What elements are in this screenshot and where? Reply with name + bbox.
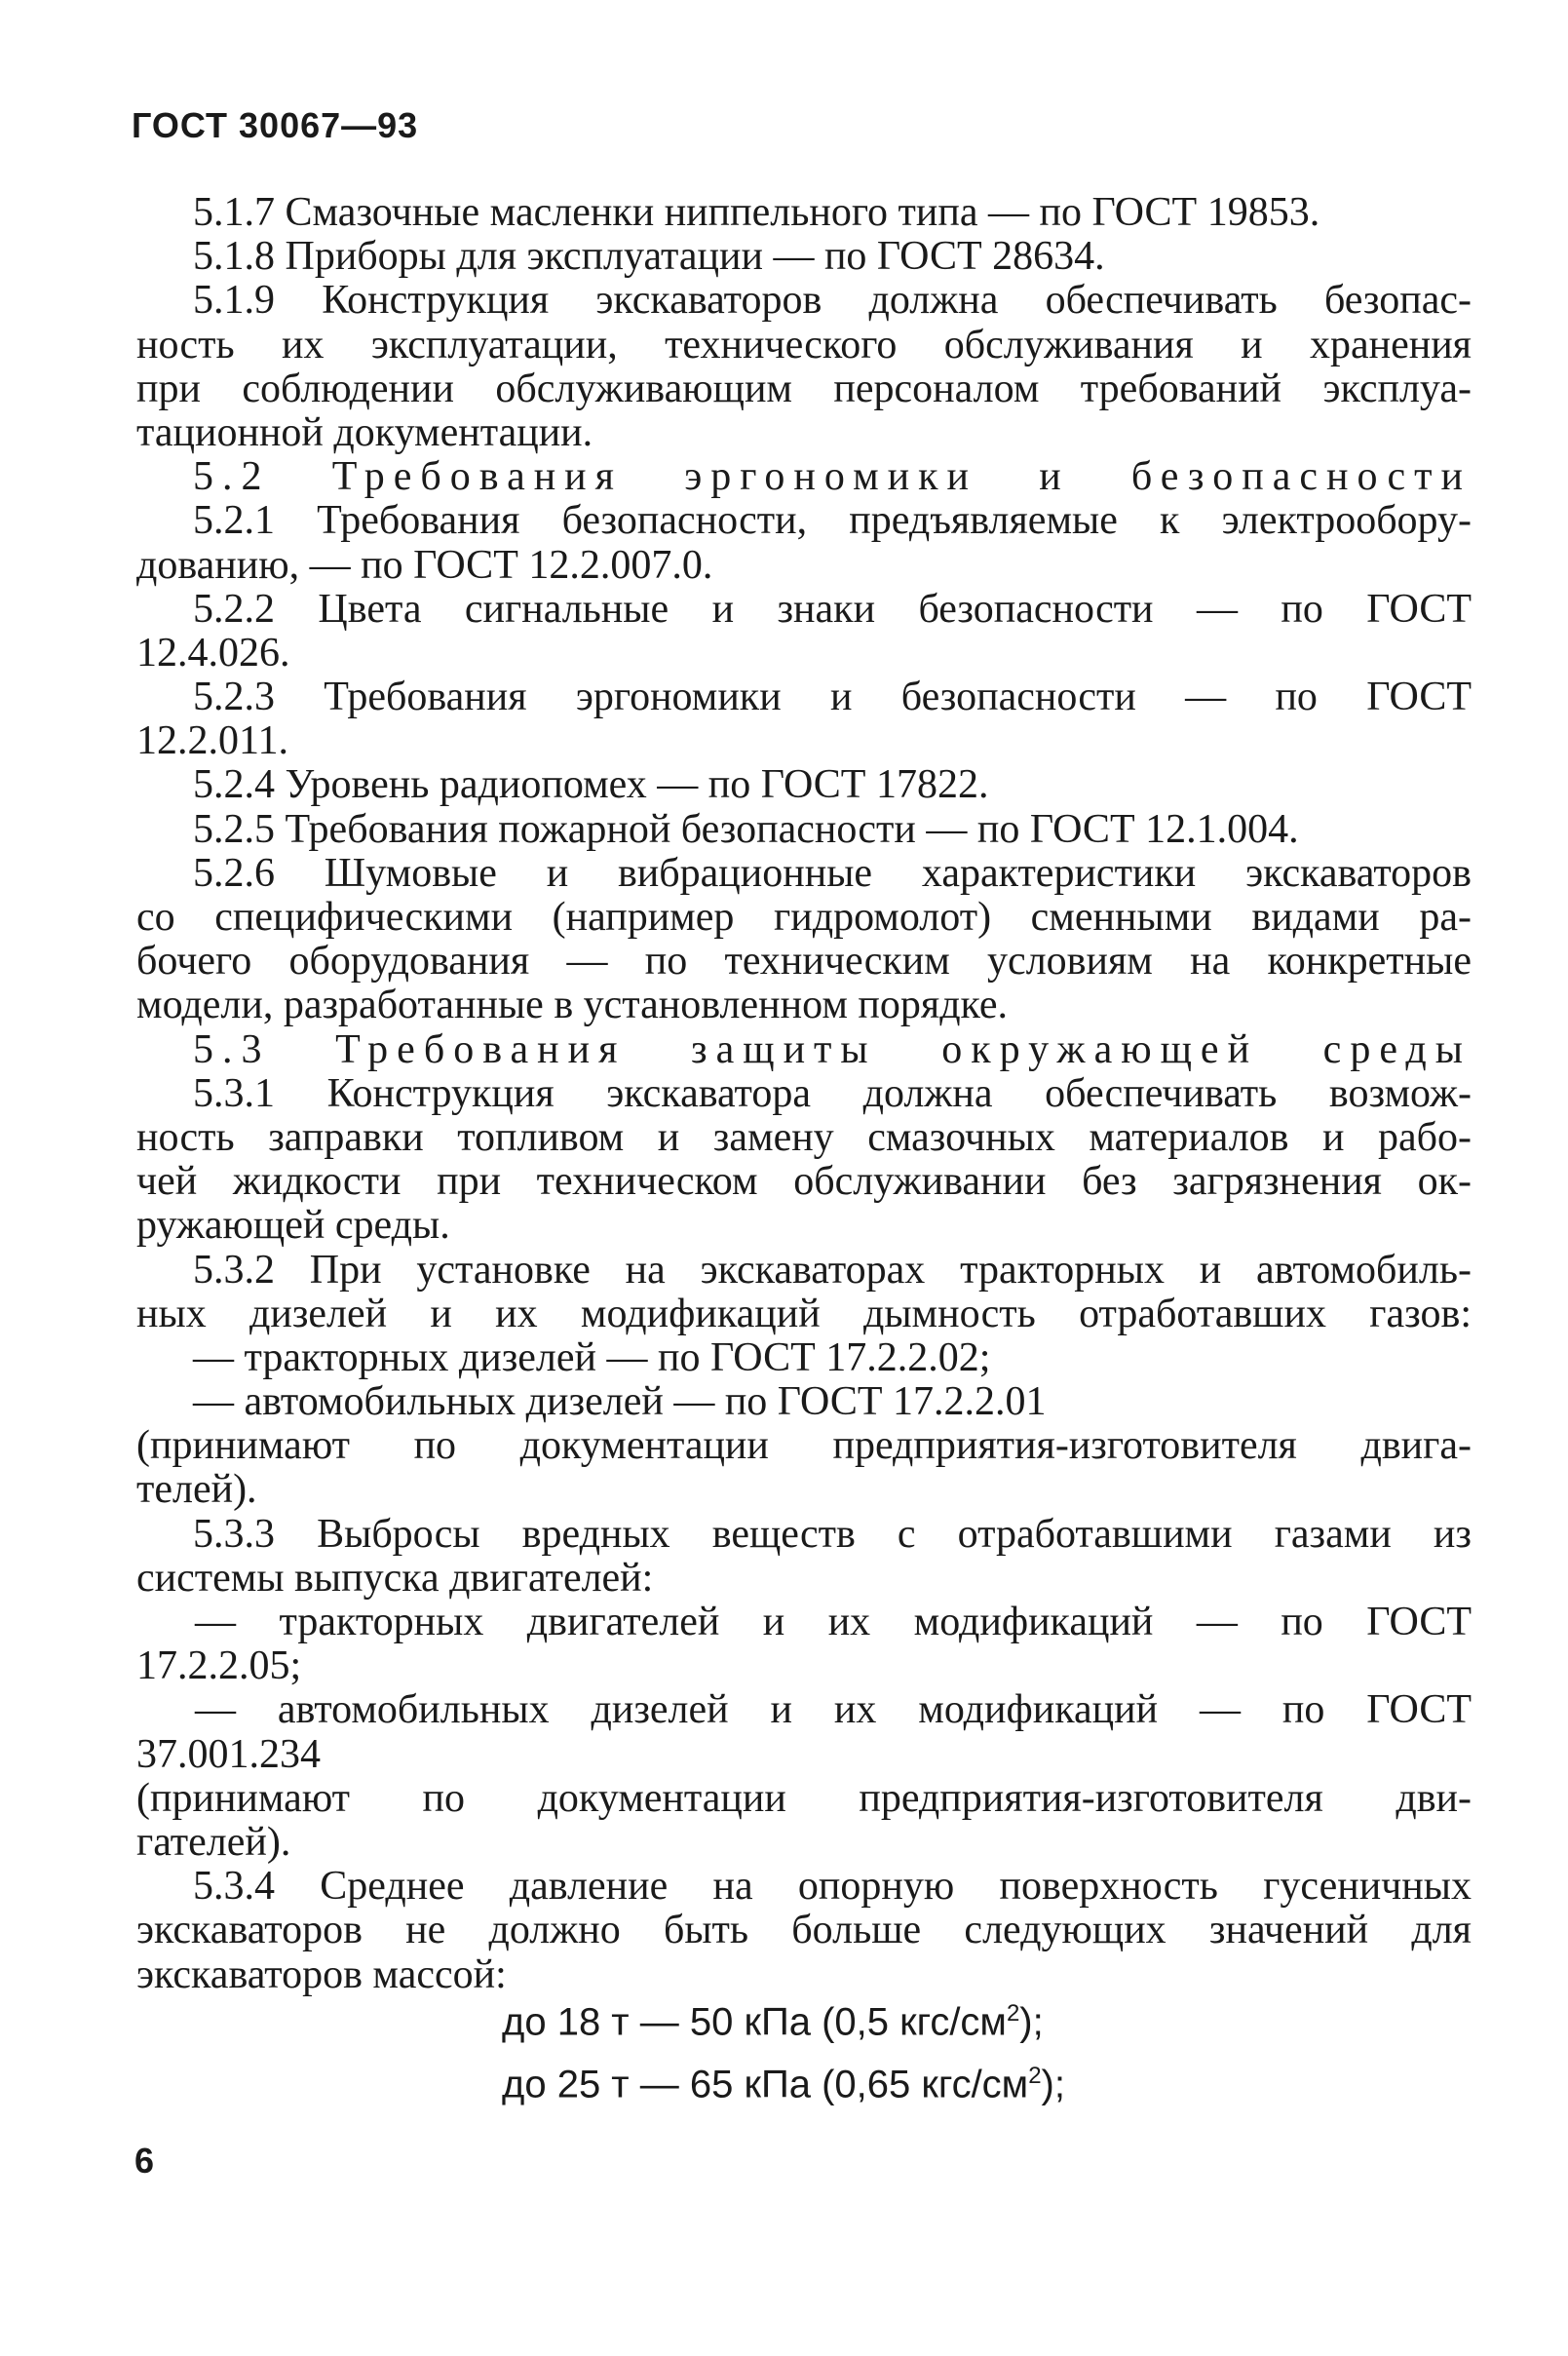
text-line: — тракторных двигателей и их модификаций — по ГОСТ	[195, 1600, 1472, 1644]
text-line: — автомобильных дизелей — по ГОСТ 17.2.2.01	[193, 1379, 1047, 1425]
text-line: 5.2.3 Требования эргономики и безопасности — по ГОСТ	[193, 675, 1472, 720]
text-line: 5.2.1 Требования безопасности, предъявляемые к электрообору-	[193, 498, 1472, 544]
text-line: 5.3.1 Конструкция экскаватора должна обеспечивать возмож-	[193, 1070, 1472, 1116]
text-line: 5.3.4 Среднее давление на опорную поверхность гусеничных	[193, 1864, 1472, 1910]
text-line: 5.2.4 Уровень радиопомех — по ГОСТ 17822.	[193, 762, 989, 808]
section-heading: 5.2 Требования эргономики и безопасности	[193, 454, 1472, 500]
text-line: гателей).	[136, 1819, 291, 1865]
document-body	[136, 191, 1472, 1997]
text-line: 5.3.3 Выбросы вредных веществ с отработавшими газами из	[193, 1511, 1472, 1557]
text-line: ных дизелей и их модификаций дымность отработавших газов:	[136, 1291, 1472, 1336]
text-line: 5.3.2 При установке на экскаваторах тракторных и автомобиль-	[193, 1247, 1472, 1293]
text-line: (принимают по документации предприятия-изготовителя дви-	[136, 1775, 1472, 1821]
text-line: телей).	[136, 1467, 257, 1513]
page-number: 6	[134, 2141, 155, 2181]
text-line: ружающей среды.	[136, 1203, 450, 1249]
document-header: ГОСТ 30067—93	[132, 105, 419, 145]
text-line: со специфическими (например гидромолот) сменными видами ра-	[136, 895, 1472, 940]
text-line: при соблюдении обслуживающим персоналом требований эксплуа-	[136, 366, 1472, 411]
text-line: чей жидкости при техническом обслуживании без загрязнения ок-	[136, 1159, 1472, 1205]
text-line: тационной документации.	[136, 409, 593, 455]
text-line: ность заправки топливом и замену смазочных материалов и рабо-	[136, 1114, 1472, 1160]
text-line: модели, разработанные в установленном порядке.	[136, 983, 1009, 1028]
text-line: ность их эксплуатации, технического обслуживания и хранения	[136, 322, 1472, 367]
text-line: дованию, — по ГОСТ 12.2.007.0.	[136, 542, 713, 588]
text-line: 5.2.5 Требования пожарной безопасности — по ГОСТ 12.1.004.	[193, 806, 1299, 852]
text-line: экскаваторов не должно быть больше следующих значений для	[136, 1908, 1472, 1953]
text-line: 5.2.6 Шумовые и вибрационные характеристики экскаваторов	[193, 850, 1472, 896]
formula-line: до 18 т — 50 кПа (0,5 кгс/$см^2$);	[502, 2000, 1044, 2044]
text-line: 12.2.011.	[136, 718, 288, 764]
text-line: системы выпуска двигателей:	[136, 1555, 654, 1601]
text-line: экскаваторов массой:	[136, 1951, 507, 1997]
text-line: 5.1.8 Приборы для эксплуатации — по ГОСТ 28634.	[193, 234, 1105, 280]
text-line: бочего оборудования — по техническим условиям на конкретные	[136, 939, 1472, 985]
text-line: 5.1.7 Смазочные масленки ниппельного типа — по ГОСТ 19853.	[193, 190, 1320, 235]
text-line: (принимают по документации предприятия-изготовителя двига-	[136, 1423, 1472, 1469]
text-line: 5.2.2 Цвета сигнальные и знаки безопасности — по ГОСТ	[193, 586, 1472, 632]
text-line: 37.001.234	[136, 1731, 321, 1777]
text-line: 5.1.9 Конструкция экскаваторов должна обеспечивать безопас-	[193, 278, 1472, 324]
text-line: 12.4.026.	[136, 630, 290, 676]
formula-line: до 25 т — 65 кПа (0,65 кгс/$см^2$);	[502, 2063, 1065, 2106]
text-line: — автомобильных дизелей и их модификаций — по ГОСТ	[195, 1687, 1472, 1733]
text-line: 17.2.2.05;	[136, 1643, 302, 1689]
text-line: — тракторных дизелей — по ГОСТ 17.2.2.02;	[193, 1334, 991, 1380]
section-heading: 5.3 Требования защиты окружающей среды	[193, 1026, 1472, 1072]
pressure-formula	[502, 1987, 1065, 2112]
